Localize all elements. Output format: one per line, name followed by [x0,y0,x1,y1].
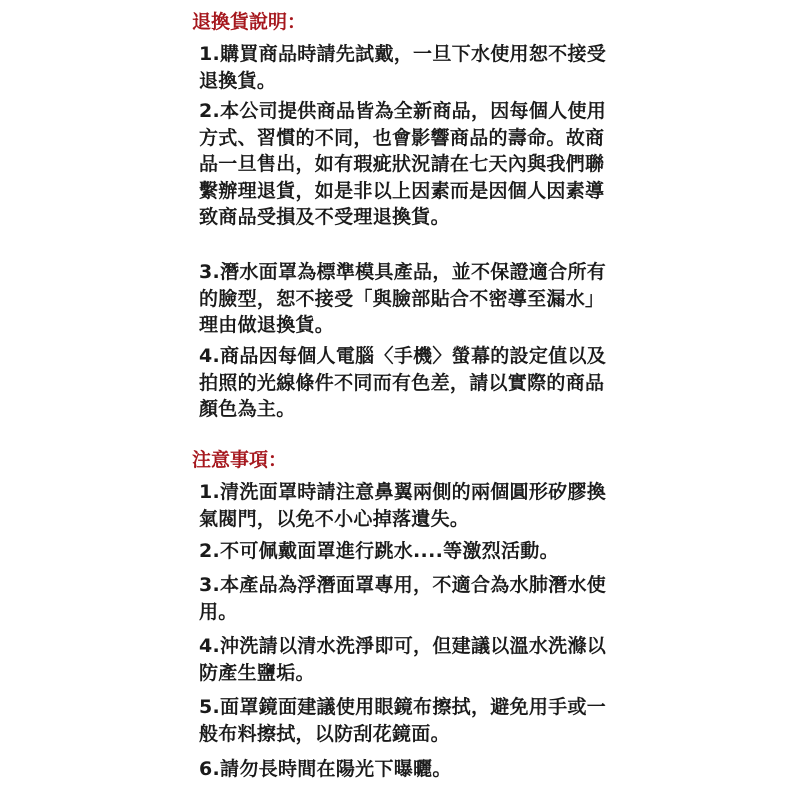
return-policy-title: 退換貨說明： [192,11,307,33]
care-notes-item-1: 1.清洗面罩時請注意鼻翼兩側的兩個圓形矽膠換氣閥門，以免不小心掉落遺失。 [199,481,607,530]
return-policy-item-3: 3.潛水面罩為標準模具產品，並不保證適合所有的臉型，恕不接受「與臉部貼合不密導至漏水」理由做退換貨。 [199,261,607,336]
care-notes-item-6: 6.請勿長時間在陽光下曝曬。 [199,758,452,780]
return-policy-item-2: 2.本公司提供商品皆為全新商品，因每個人使用方式、習慣的不同，也會影響商品的壽命。故商品一旦售出，如有瑕疵狀況請在七天內與我們聯繫辦理退貨，如是非以上因素而是因個人因素導致商品受損及不受理退換貨。 [199,100,607,228]
care-notes-item-4: 4.沖洗請以清水洗淨即可，但建議以溫水洗滌以防產生鹽垢。 [199,635,607,684]
return-policy-item-4: 4.商品因每個人電腦〈手機〉螢幕的設定值以及拍照的光線條件不同而有色差，請以實際的商品顏色為主。 [199,345,607,420]
care-notes-item-2: 2.不可佩戴面罩進行跳水....等激烈活動。 [199,540,559,562]
care-notes-title: 注意事項： [192,449,288,471]
return-policy-item-1: 1.購買商品時請先試戴，一旦下水使用恕不接受退換貨。 [199,43,607,92]
care-notes-item-3: 3.本產品為浮潛面罩專用，不適合為水肺潛水使用。 [199,574,607,623]
care-notes-item-5: 5.面罩鏡面建議使用眼鏡布擦拭，避免用手或一般布料擦拭，以防刮花鏡面。 [199,696,607,745]
